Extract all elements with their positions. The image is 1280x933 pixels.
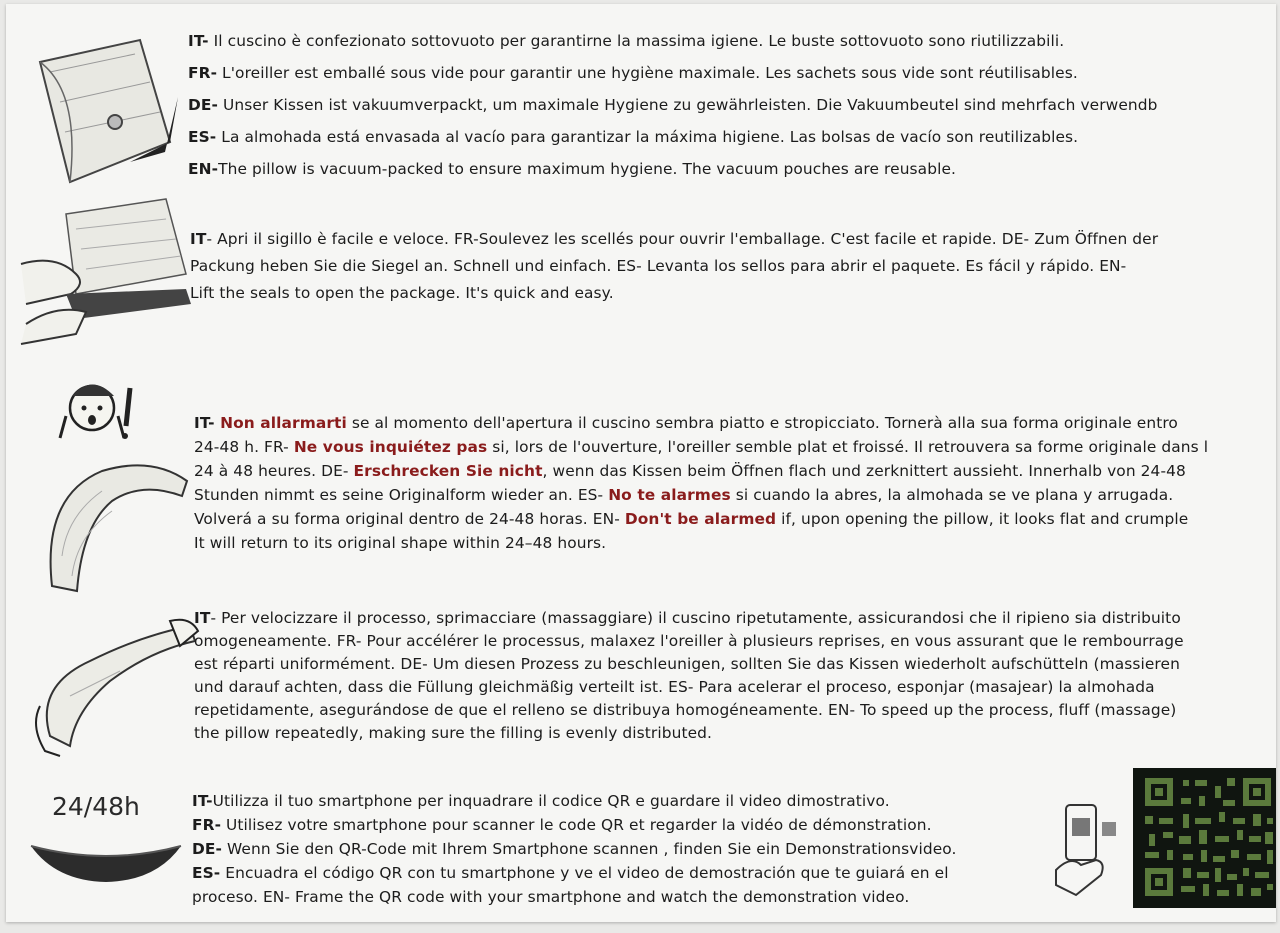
warning-text: Non allarmarti: [214, 414, 347, 432]
qr-code-pattern: [1133, 768, 1276, 908]
qr-code[interactable]: [1133, 768, 1276, 908]
time-badge: 24/48h: [52, 792, 140, 821]
massage-pillow-hands-icon: [30, 616, 200, 761]
text-line: IT- Il cuscino è confezionato sottovuoto per garantirne la massima igiene. Le buste sottovuoto sono riutilizzabili.: [188, 32, 1065, 50]
instruction-card: [6, 4, 1276, 922]
surprised-person-icon: [54, 368, 139, 448]
section-vacuum-text: IT- Il cuscino è confezionato sottovuoto per garantirne la massima igiene. Le buste sottovuoto sono riutilizzabili. FR- L'oreiller est emballé sous vide pour garantir une hygiène maximale. Les sachets sous vide sont réutilisables. DE- Unser Kissen ist vakuumverpackt, um maximale Hygiene zu gewährleisten. Die Vakuumbeutel sind mehrfach verwendb ES- La almohada está envasada al vacío para garantizar la máxima higiene. Las bolsas de vacío son reutilizables. EN-The pillow is vacuum-packed to ensure maximum hygiene. The vacuum pouches are reusable.: [188, 32, 1158, 178]
warning-text: Ne vous inquiétez pas: [293, 438, 488, 456]
vacuum-bag-icon: [20, 22, 180, 192]
section-alarm-text: IT- Non allarmarti se al momento dell'apertura il cuscino sembra piatto e stropicciato. Tornerà alla sua forma originale entro 24-48 h. FR- Ne vous inquiétez pas si, lors de l'ouverture, l'oreiller semble plat et froissé. Il retrouvera sa forme originale dans l 24 à 48 heures. DE- Erschrecken Sie nicht, wenn das Kissen beim Öffnen flach und zerknittert aussieht. Innerhalb von 24-48 Stunden nimmt es seine Originalform wieder an. ES- No te alarmes si cuando la abres, la almohada se ve plana y arrugada. Volverá a su forma original dentro de 24-48 horas. EN- Don't be alarmed if, upon opening the pillow, it looks flat and crumple It will return to its original shape within 24–48 hours.: [194, 414, 1209, 552]
flat-pillow-icon: [42, 456, 192, 596]
warning-text: Erschrecken Sie nicht: [353, 462, 543, 480]
open-seal-hands-icon: [16, 194, 191, 354]
warning-text: No te alarmes: [608, 486, 731, 504]
section-qr-text: IT-Utilizza il tuo smartphone per inquadrare il codice QR e guardare il video dimostrativo. FR- Utilisez votre smartphone pour scanner le code QR et regarder la vidéo de démonstration. DE- Wenn Sie den QR-Code mit Ihrem Smartphone scannen , finden Sie ein Demonstrationsvideo. ES- Encuadra el código QR con tu smartphone y ve el video de demostración que te guiará en el proceso. EN- Frame the QR code with your smartphone and watch the demonstration video.: [192, 792, 957, 906]
section-fluff-text: IT- Per velocizzare il processo, sprimacciare (massaggiare) il cuscino ripetutamente, assicurandosi che il ripieno sia distribuito omogeneamente. FR- Pour accélérer le processus, malaxez l'oreiller à plusieurs reprises, en vous assurant que le rembourrage est réparti uniformément. DE- Um diesen Prozess zu beschleunigen, sollten Sie das Kissen wiederholt aufschütteln (massieren und darauf achten, dass die Füllung gleichmäßig verteilt ist. ES- Para acelerar el proceso, esponjar (masajear) la almohada repetidamente, asegurándose de que el relleno se distribuya homogéneamente. EN- To speed up the process, fluff (massage) the pillow repeatedly, making sure the filling is evenly distributed.: [194, 609, 1184, 742]
curved-pillow-icon: [26, 836, 186, 886]
warning-text: Don't be alarmed: [624, 510, 777, 528]
smartphone-scan-icon: [1046, 800, 1126, 900]
section-seals-text: IT- Apri il sigillo è facile e veloce. FR-Soulevez les scellés pour ouvrir l'emballage. C'est facile et rapide. DE- Zum Öffnen der Packung heben Sie die Siegel an. Schnell und einfach. ES- Levanta los sellos para abrir el paquete. Es fácil y rápido. EN- Lift the seals to open the package. It's quick and easy.: [190, 230, 1159, 302]
